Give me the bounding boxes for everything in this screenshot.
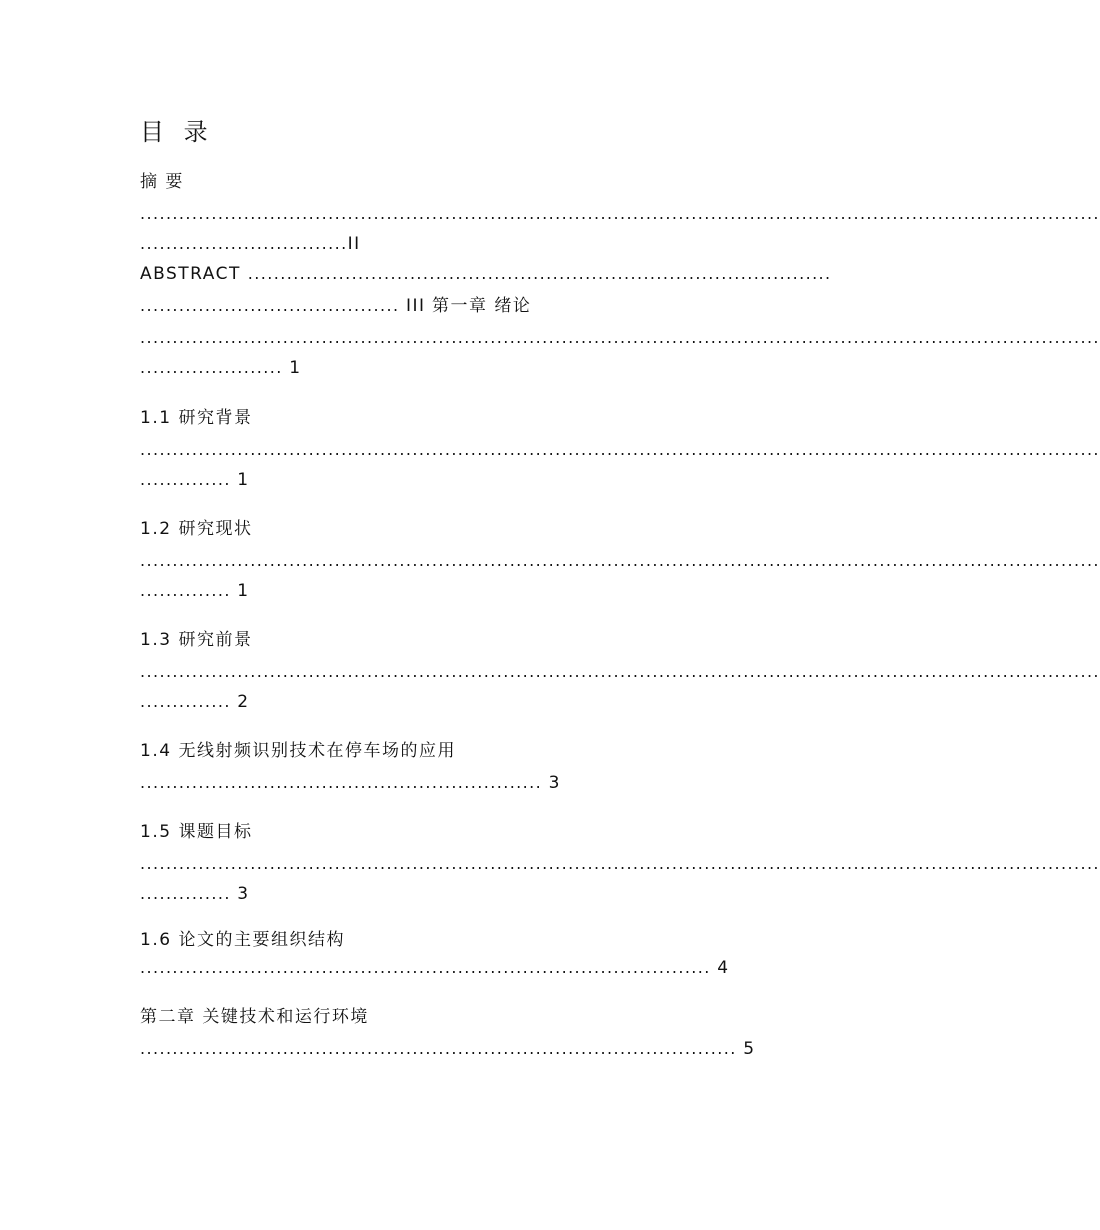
toc-entry-label[interactable]: 1.6 论文的主要组织结构 <box>140 930 345 950</box>
toc-entry-chapter1-label[interactable]: 第一章 绪论 <box>431 296 532 316</box>
toc-entry-label[interactable]: 1.2 研究现状 <box>140 519 253 539</box>
toc-page-number[interactable]: 3 <box>548 773 561 793</box>
toc-dot-leader: .................................................................................................................................................... <box>140 551 1100 570</box>
toc-entry-label[interactable]: 1.3 研究前景 <box>140 630 253 650</box>
toc-page-number[interactable]: 3 <box>237 884 250 904</box>
toc-page-number[interactable]: II <box>347 234 361 254</box>
toc-page-number[interactable]: III <box>405 296 426 316</box>
toc-entry-label[interactable]: 1.1 研究背景 <box>140 408 253 428</box>
toc-page-number[interactable]: 1 <box>237 581 250 601</box>
toc-entry-label[interactable]: 1.4 无线射频识别技术在停车场的应用 <box>140 741 456 761</box>
toc-page-number[interactable]: 2 <box>237 692 250 712</box>
toc-page-number[interactable]: 1 <box>289 358 302 378</box>
toc-dot-leader: .................................................................................................................................................... <box>140 854 1100 873</box>
toc-dot-leader: .................................................................................................................................................... <box>140 662 1100 681</box>
toc-dot-leader: .................................................................................................................................................... <box>140 440 1100 459</box>
toc-entry-label[interactable]: 第二章 关键技术和运行环境 <box>140 1007 369 1027</box>
toc-page-number[interactable]: 1 <box>237 470 250 490</box>
toc-dot-leader: ........................................ III 第一章 绪论 <box>140 296 532 316</box>
toc-page-number[interactable]: 4 <box>717 958 730 978</box>
toc-dot-leader: ........................................................................................ 4 <box>140 958 730 978</box>
toc-entry-abstract-en-label[interactable]: ABSTRACT <box>140 264 241 284</box>
toc-dot-leader: .............. 3 <box>140 884 250 904</box>
toc-dot-leader: ................................II <box>140 234 361 254</box>
toc-entry-label[interactable]: 1.5 课题目标 <box>140 822 253 842</box>
toc-page-number[interactable]: 5 <box>743 1039 756 1059</box>
toc-dot-leader: ...................... 1 <box>140 358 302 378</box>
toc-dot-leader: .............. 1 <box>140 581 250 601</box>
toc-title: 目 录 <box>140 118 214 146</box>
toc-dot-leader: .............. 1 <box>140 470 250 490</box>
toc-dot-leader: .................................................................................................................................................... <box>140 328 1100 347</box>
toc-dot-leader: .............. 2 <box>140 692 250 712</box>
toc-dot-leader: .................................................................................................................................................... <box>140 204 1100 223</box>
toc-entry-abstract-cn-label[interactable]: 摘 要 <box>140 172 184 192</box>
toc-dot-leader: .......................................................................................... <box>247 264 832 283</box>
toc-dot-leader: .............................................................. 3 <box>140 773 561 793</box>
toc-entry-abstract-en[interactable] <box>140 262 832 286</box>
toc-dot-leader: ............................................................................................ 5 <box>140 1039 756 1059</box>
